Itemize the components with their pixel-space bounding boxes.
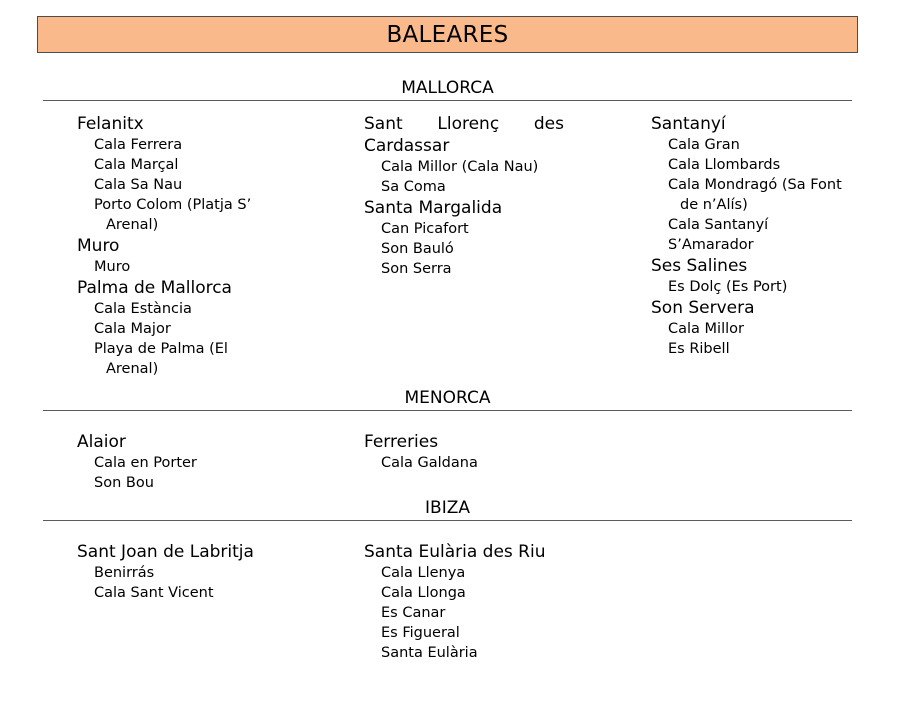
section-divider xyxy=(43,100,852,101)
municipality-group xyxy=(651,297,851,359)
column xyxy=(77,113,277,379)
section-heading: MALLORCA xyxy=(401,78,494,98)
beach-item: Cala Sant Vicent xyxy=(94,585,214,601)
municipality-group xyxy=(77,277,277,379)
municipality-name: Ses Salines xyxy=(651,256,748,276)
municipality-name: Felanitx xyxy=(77,114,144,134)
municipality-name: Sant Llorenç des Cardassar xyxy=(364,114,564,156)
beach-item: Cala Galdana xyxy=(381,455,478,471)
municipality-name: Sant Joan de Labritja xyxy=(77,542,254,562)
column xyxy=(651,113,851,359)
municipality-group xyxy=(364,197,564,279)
section-heading: IBIZA xyxy=(425,498,470,518)
municipality-name: Santanyí xyxy=(651,114,726,134)
municipality-group xyxy=(651,113,851,255)
section-menorca xyxy=(43,388,852,491)
beach-item: Es Figueral xyxy=(381,625,460,641)
section-divider xyxy=(43,520,852,521)
beach-item: Santa Eulària xyxy=(381,645,478,661)
municipality-group xyxy=(364,541,564,663)
beach-item: Playa de Palma (El Arenal) xyxy=(94,341,228,377)
beach-item: Porto Colom (Platja S’ Arenal) xyxy=(94,197,252,233)
municipality-group xyxy=(77,113,277,235)
municipality-group xyxy=(77,235,277,277)
beach-item: Cala Llenya xyxy=(381,565,466,581)
beach-item: Es Ribell xyxy=(668,341,730,357)
beach-item: Cala Millor (Cala Nau) xyxy=(381,159,539,175)
beach-item: Son Serra xyxy=(381,261,452,277)
municipality-group xyxy=(364,113,564,197)
municipality-group xyxy=(651,255,851,297)
municipality-name: Muro xyxy=(77,236,120,256)
beach-item: Muro xyxy=(94,259,131,275)
municipality-name: Alaior xyxy=(77,432,126,452)
beach-item: Cala Santanyí xyxy=(668,217,769,233)
municipality-group xyxy=(77,541,277,603)
beach-item: Cala Millor xyxy=(668,321,744,337)
beach-item: Es Dolç (Es Port) xyxy=(668,279,788,295)
municipality-group xyxy=(77,431,277,493)
beach-item: Son Bou xyxy=(94,475,154,491)
section-mallorca xyxy=(43,78,852,377)
beach-item: S’Amarador xyxy=(668,237,754,253)
page-title: BALEARES xyxy=(37,16,858,53)
beach-item: Cala Llombards xyxy=(668,157,781,173)
municipality-group xyxy=(364,431,564,473)
beach-item: Cala Llonga xyxy=(381,585,466,601)
beach-item: Benirrás xyxy=(94,565,155,581)
column xyxy=(364,113,564,279)
beach-item: Es Canar xyxy=(381,605,446,621)
beach-item: Can Picafort xyxy=(381,221,469,237)
beach-item: Cala Mondragó (Sa Font de n’Alís) xyxy=(668,177,842,213)
municipality-name: Palma de Mallorca xyxy=(77,278,232,298)
beach-item: Son Bauló xyxy=(381,241,454,257)
beach-item: Cala Gran xyxy=(668,137,740,153)
beach-item: Sa Coma xyxy=(381,179,446,195)
beach-item: Cala Major xyxy=(94,321,171,337)
municipality-name: Ferreries xyxy=(364,432,439,452)
section-heading: MENORCA xyxy=(404,388,491,408)
municipality-name: Santa Eulària des Riu xyxy=(364,542,546,562)
beach-item: Cala en Porter xyxy=(94,455,197,471)
column xyxy=(77,541,277,603)
column xyxy=(364,431,564,473)
beach-item: Cala Sa Nau xyxy=(94,177,183,193)
column xyxy=(364,541,564,663)
section-divider xyxy=(43,410,852,411)
beach-item: Cala Marçal xyxy=(94,157,179,173)
beach-item: Cala Ferrera xyxy=(94,137,183,153)
municipality-name: Santa Margalida xyxy=(364,198,503,218)
column xyxy=(77,431,277,493)
beach-item: Cala Estància xyxy=(94,301,192,317)
section-ibiza xyxy=(43,498,852,661)
municipality-name: Son Servera xyxy=(651,298,755,318)
